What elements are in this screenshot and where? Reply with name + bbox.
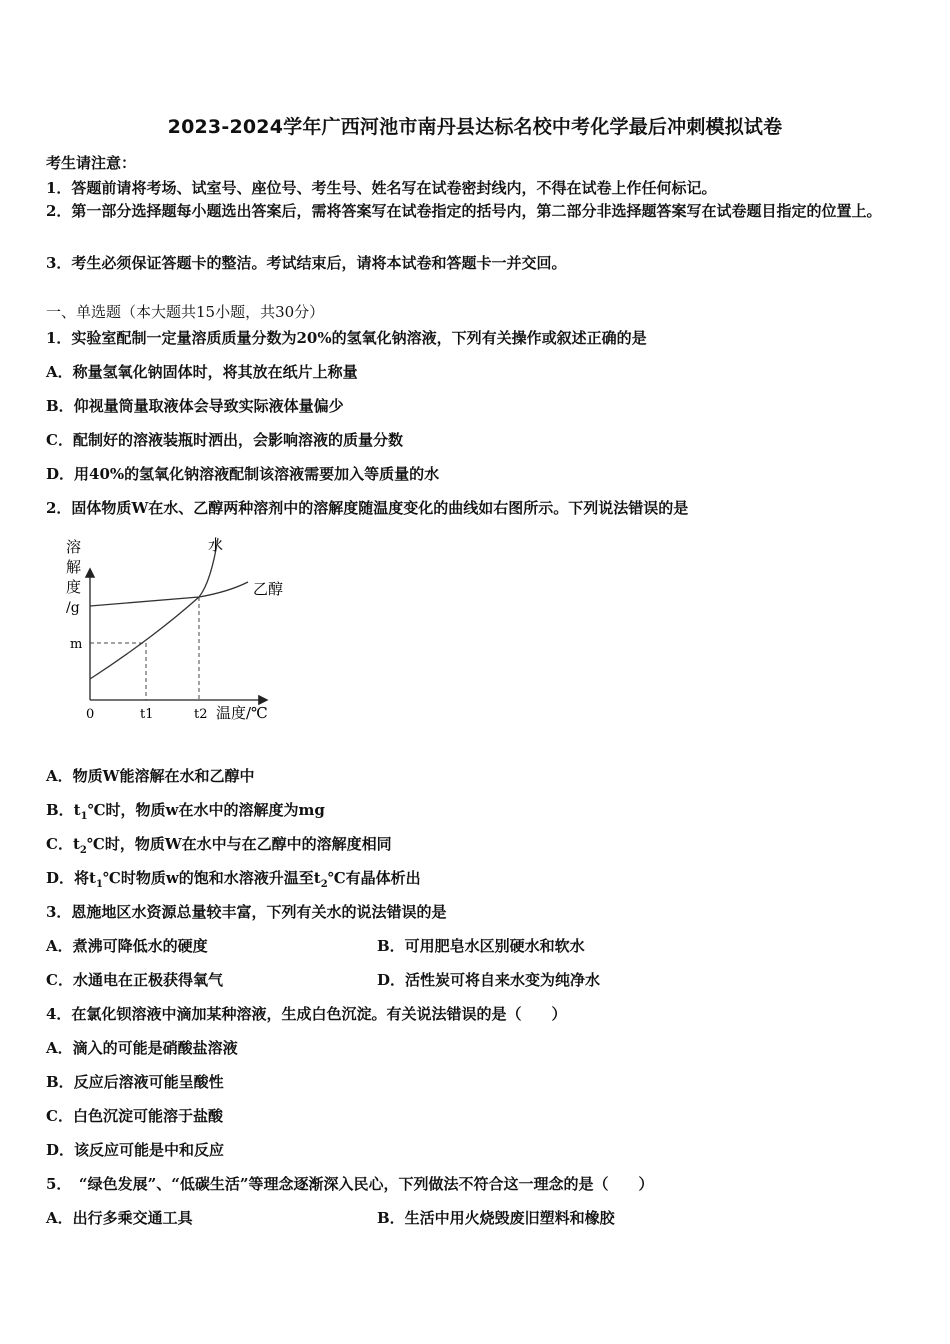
series-ethanol-label: 乙醇 [253,580,284,598]
notice-item-3: 3．考生必须保证答题卡的整洁。考试结束后，请将本试卷和答题卡一并交回。 [46,254,567,272]
origin-label: 0 [86,707,95,722]
solubility-chart [58,530,298,730]
q1-option-d: D．用40%的氢氧化钠溶液配制该溶液需要加入等质量的水 [46,465,440,483]
q5-option-b: B．生活中用火烧毁废旧塑料和橡胶 [377,1209,615,1227]
q4-option-c: C．白色沉淀可能溶于盐酸 [46,1107,223,1125]
q3-option-c: C．水通电在正极获得氧气 [46,971,223,989]
q1-option-a: A．称量氢氧化钠固体时，将其放在纸片上称量 [46,363,358,381]
q4-stem: 4．在氯化钡溶液中滴加某种溶液，生成白色沉淀。有关说法错误的是（ ） [46,1005,567,1023]
q4-option-d: D．该反应可能是中和反应 [46,1141,225,1159]
q4-option-b: B．反应后溶液可能呈酸性 [46,1073,224,1091]
series-water-line [90,538,218,679]
series-ethanol-line [90,582,248,606]
notice-item-1: 1．答题前请将考场、试室号、座位号、考生号、姓名写在试卷密封线内，不得在试卷上作任何标记。 [46,179,717,197]
x-axis-label: 温度/℃ [216,704,268,722]
y-label-char-3: 度 [66,578,82,596]
notice-heading: 考生请注意： [46,154,137,172]
q3-option-d: D．活性炭可将自来水变为纯净水 [377,971,601,989]
q1-option-b: B．仰视量筒量取液体会导致实际液体量偏少 [46,397,344,415]
q1-stem: 1．实验室配制一定量溶质质量分数为20%的氢氧化钠溶液，下列有关操作或叙述正确的是 [46,329,647,347]
q2-stem: 2．固体物质W在水、乙醇两种溶剂中的溶解度随温度变化的曲线如右图所示。下列说法错误的是 [46,499,689,517]
q4-option-a: A．滴入的可能是硝酸盐溶液 [46,1039,238,1057]
series-water-label: 水 [208,536,224,554]
q1-option-c: C．配制好的溶液装瓶时洒出，会影响溶液的质量分数 [46,431,403,449]
q2-option-b: B．$t_1℃$时，物质w在水中的溶解度为mg [46,801,325,822]
q5-stem: 5． “绿色发展”、“低碳生活”等理念逐渐深入民心，下列做法不符合这一理念的是（ ） [46,1175,654,1193]
section-heading: 一、单选题（本大题共15小题，共30分） [46,303,325,321]
x-tick-t2: t2 [194,707,208,722]
y-label-char-4: /g [66,600,80,616]
y-label-char-1: 溶 [66,538,82,556]
q3-option-b: B．可用肥皂水区别硬水和软水 [377,937,585,955]
q5-option-a: A．出行多乘交通工具 [46,1209,193,1227]
q2-option-d: D．将$t_1℃$时物质w的饱和水溶液升温至$t_2℃$有晶体析出 [46,869,421,890]
q3-option-a: A．煮沸可降低水的硬度 [46,937,208,955]
y-label-char-2: 解 [66,558,82,576]
page-title: 2023-2024学年广西河池市南丹县达标名校中考化学最后冲刺模拟试卷 [167,116,783,138]
x-tick-t1: t1 [140,707,154,722]
notice-item-2: 2．第一部分选择题每小题选出答案后，需将答案写在试卷指定的括号内，第二部分非选择题答案写在试卷题目指定的位置上。 [46,202,882,220]
q2-option-a: A．物质W能溶解在水和乙醇中 [46,767,255,785]
y-tick-m: m [70,637,83,652]
q3-stem: 3．恩施地区水资源总量较丰富，下列有关水的说法错误的是 [46,903,447,921]
q2-option-c: C．$t_2℃$时，物质W在水中与在乙醇中的溶解度相同 [46,835,392,856]
